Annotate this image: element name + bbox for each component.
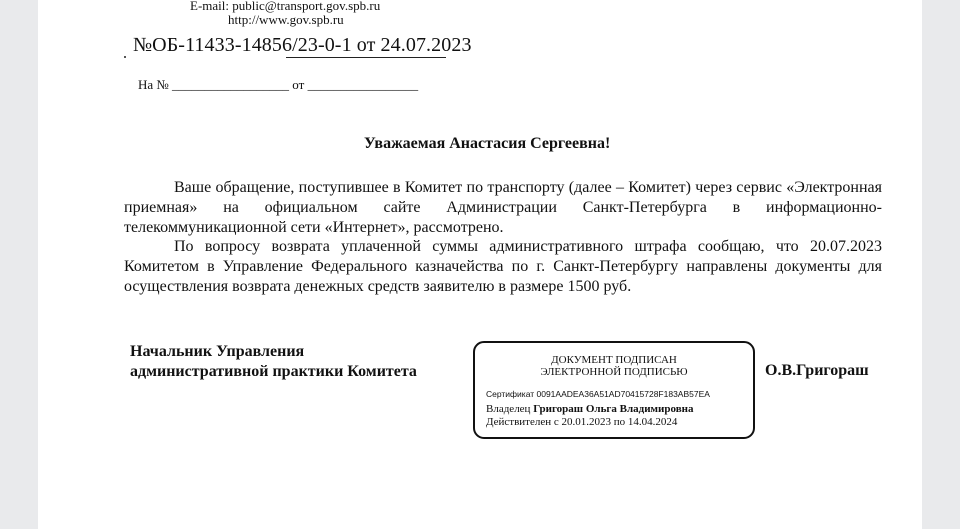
registration-number: №ОБ-11433-14856/23-0-1 от 24.07.2023 [133,34,472,56]
position-line: административной практики Комитета [130,363,417,380]
stamp-owner-name: Григораш Ольга Владимировна [533,403,694,415]
reference-line: На № __________________ от _________________ [138,77,419,92]
body-paragraph: Ваше обращение, поступившее в Комитет по транспорту (далее – Комитет) через сервис «Электронная приемная» на официальном сайте Администрации Санкт-Петербурга в информационно-телекоммуникационной сети «Интернет», рассмотрено. [124,179,882,236]
stamp-title [475,354,753,378]
stamp-title-line: ЭЛЕКТРОННОЙ ПОДПИСЬЮ [540,366,688,378]
signer-name: О.В.Григораш [765,362,869,379]
stamp-owner [486,403,694,415]
stamp-title-line: ДОКУМЕНТ ПОДПИСАН [551,354,677,366]
contact-website: http://www.gov.spb.ru [228,12,344,27]
registration-underline [286,57,446,58]
stamp-certificate: Сертификат 0091AADEA36A51AD70415728F183AB57EA [486,389,710,399]
salutation: Уважаемая Анастасия Сергеевна! [364,135,611,152]
document-page [38,0,922,529]
stamp-validity: Действителен с 20.01.2023 по 14.04.2024 [486,416,678,428]
signer-position [130,342,417,382]
stamp-owner-label: Владелец [486,403,534,415]
scan-dot [124,56,126,58]
body-paragraph: По вопросу возврата уплаченной суммы административного штрафа сообщаю, что 20.07.2023 Комитетом в Управление Федерального казначейства по г. Санкт-Петербургу направлены документы для осуществления возврата денежных средств заявителю в размере 1500 руб. [124,238,882,295]
position-line: Начальник Управления [130,343,305,360]
letter-body [124,178,882,297]
electronic-signature-stamp [473,341,755,439]
contact-email: E-mail: public@transport.gov.spb.ru [190,0,381,13]
